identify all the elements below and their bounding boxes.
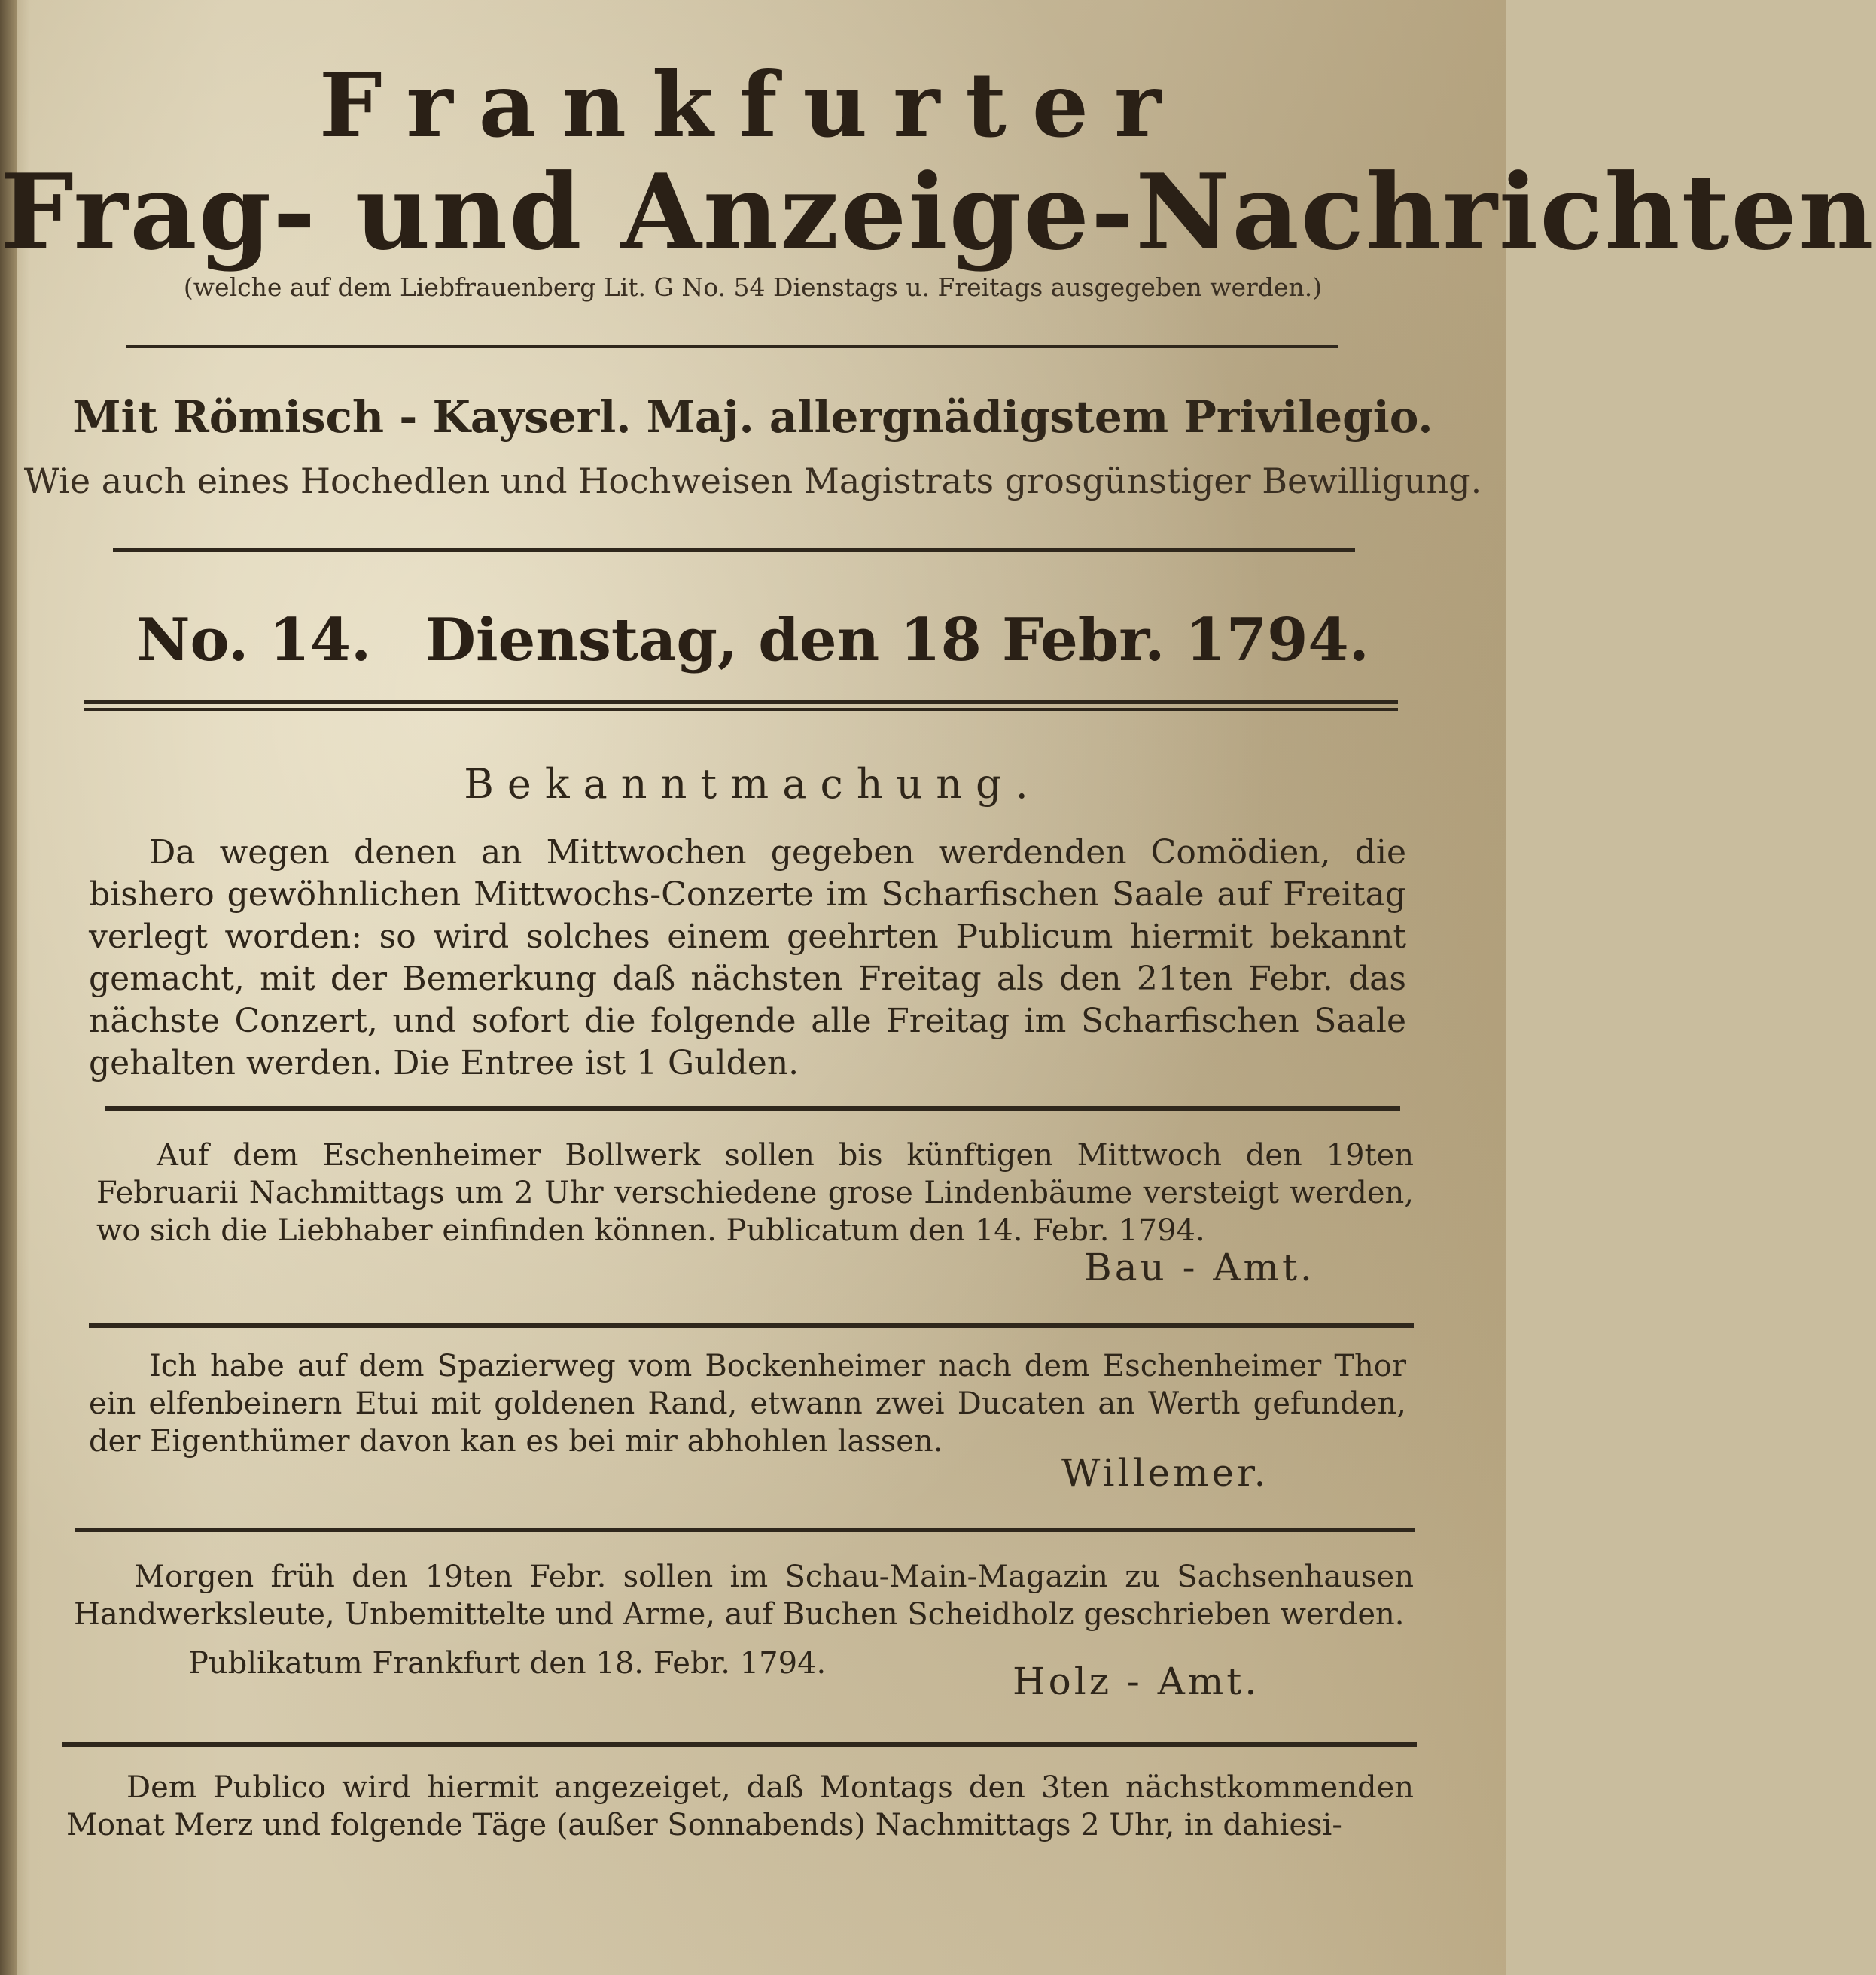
- notice-holz-text: Morgen früh den 19ten Febr. sollen im Schau-Main-Magazin zu Sachsenhausen Handwerksleute, Unbemittelte und Arme, auf Buchen Scheidholz geschrieben werden.: [74, 1560, 1414, 1632]
- masthead-title-line2: Frag- und Anzeige-Nachrichten: [0, 151, 1876, 273]
- issue-line: [0, 606, 1506, 674]
- notice-publico: [66, 1769, 1414, 1844]
- notice-concert: [89, 832, 1406, 1085]
- divider-rule: [62, 1742, 1417, 1747]
- divider-rule: [89, 1323, 1414, 1328]
- privilege-line-2: Wie auch eines Hochedlen und Hochweisen Magistrats grosgünstiger Bewilligung.: [23, 461, 1482, 501]
- divider-rule: [75, 1528, 1415, 1532]
- notice-concert-text: Da wegen denen an Mittwochen gegeben werdenden Comödien, die bishero gewöhnlichen Mittwochs-Conzerte im Scharfischen Saale auf Freitag verlegt worden: so wird solches einem geehrten Publicum hiermit bekannt gemacht, mit der Bemerkung daß nächsten Freitag als den 21ten Febr. das nächste Conzert, und sofort die folgende alle Freitag im Scharfischen Saale gehalten werden. Die Entree ist 1 Gulden.: [89, 833, 1406, 1082]
- notice-holz-publikatum: Publikatum Frankfurt den 18. Febr. 1794.: [188, 1646, 827, 1681]
- notice-lindenbaeume-text: Auf dem Eschenheimer Bollwerk sollen bis künftigen Mittwoch den 19ten Februarii Nachmittags um 2 Uhr verschiedene grose Lindenbäume versteigt werden, wo sich die Liebhaber einfinden können. Publicatum den 14. Febr. 1794.: [96, 1138, 1414, 1248]
- notice-heading: Bekanntmachung.: [464, 760, 1042, 808]
- signature-holz-amt: Holz - Amt.: [1013, 1660, 1260, 1703]
- notice-fund-etui: [89, 1347, 1406, 1460]
- divider-rule: [113, 548, 1355, 552]
- divider-rule: [126, 345, 1338, 348]
- divider-rule: [105, 1106, 1400, 1111]
- signature-willemer: Willemer.: [1061, 1451, 1269, 1495]
- notice-publico-text: Dem Publico wird hiermit angezeiget, daß Montags den 3ten nächstkommenden Monat Merz und folgende Täge (außer Sonnabends) Nachmittags 2 Uhr, in dahiesi-: [66, 1770, 1414, 1843]
- notice-fund-etui-text: Ich habe auf dem Spazierweg vom Bockenheimer nach dem Eschenheimer Thor ein elfenbeinern Etui mit goldenen Rand, etwann zwei Ducaten an Werth gefunden, der Eigenthümer davon kan es bei mir abhohlen lassen.: [89, 1349, 1406, 1459]
- signature-bau-amt: Bau - Amt.: [1084, 1246, 1315, 1289]
- masthead-subtitle: (welche auf dem Liebfrauenberg Lit. G No. 54 Dienstags u. Freitags ausgegeben werden.): [183, 272, 1323, 302]
- issue-date: Dienstag, den 18 Febr. 1794.: [425, 606, 1369, 674]
- notice-lindenbaeume: [96, 1137, 1414, 1249]
- masthead-title-line1: Frankfurter: [318, 53, 1187, 157]
- privilege-line-1: Mit Römisch - Kayserl. Maj. allergnädigstem Privilegio.: [72, 391, 1433, 443]
- double-divider-rule: [84, 700, 1398, 711]
- issue-number: No. 14.: [136, 606, 372, 674]
- notice-holz: [74, 1558, 1414, 1633]
